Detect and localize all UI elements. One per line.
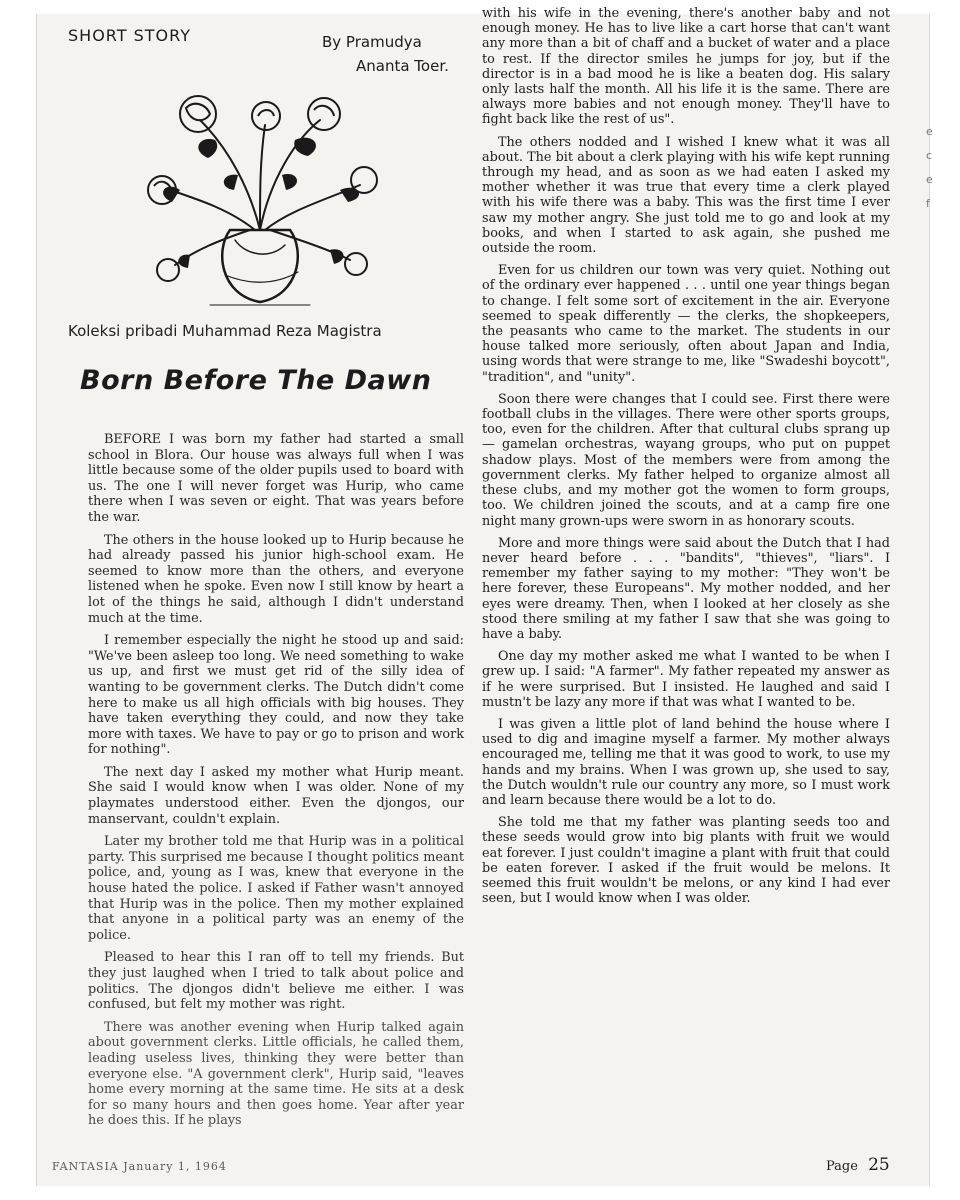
edge-mark: e bbox=[926, 125, 933, 138]
paragraph: There was another evening when Hurip talked again about government clerks. Little officials, he called them, leading useless lives, thinking they were better than everyone else. "A government clerk", Hurip said, "leaves home every morning at the same time. He sits at a desk for so many hours and then goes home. Year after year he does this. If he plays bbox=[88, 1019, 464, 1129]
page-label: Page bbox=[826, 1159, 858, 1174]
footer-publication: FANTASIA January 1, 1964 bbox=[52, 1160, 227, 1173]
paragraph: Soon there were changes that I could see. First there were football clubs in the villages. There were other sports groups, too, even for the children. After that cultural clubs sprang up — gamelan orchestras, wayang groups, who put on puppet shadow plays. Most of the members were from among the government clerks. My father helped to organize almost all these clubs, and my mother got the women to form groups, too. We children joined the scouts, and at a camp fire one night many grown-ups were sworn in as honorary scouts. bbox=[482, 391, 890, 529]
page-number: 25 bbox=[868, 1155, 890, 1175]
edge-mark: e bbox=[926, 173, 933, 186]
paragraph-continued: with his wife in the evening, there's another baby and not enough money. He has to live like a cart horse that can't want any more than a bit of chaff and a bucket of water and a place to rest. If the director smiles he jumps for joy, but if the director is in a bad mood he is like a beaten dog. His salary only lasts half the month. All his life it is the same. There are always more babies and not enough money. They'll have to fight back like the rest of us". bbox=[482, 6, 890, 128]
page-edge-marks bbox=[926, 120, 940, 216]
collection-watermark: Koleksi pribadi Muhammad Reza Magistra bbox=[68, 322, 382, 340]
story-title: Born Before The Dawn bbox=[80, 365, 432, 396]
edge-mark: f bbox=[926, 197, 930, 210]
paragraph: The next day I asked my mother what Hurip meant. She said I would know when I was older. None of my playmates understood either. Even the djongos, our manservant, couldn't explain. bbox=[88, 764, 464, 827]
byline-author-line-2: Ananta Toer. bbox=[356, 57, 449, 75]
paragraph: BEFORE I was born my father had started a small school in Blora. Our house was always full when I was little because some of the older pupils used to board with us. The one I will never forget was Hurip, who came there when I was seven or eight. That was years before the war. bbox=[88, 432, 464, 525]
paragraph: Later my brother told me that Hurip was in a political party. This surprised me because I thought politics meant police, and, young as I was, knew that everyone in the house hated the police. I asked if Father wasn't annoyed that Hurip was in the police. Then my mother explained that anyone in a political party was an enemy of the police. bbox=[88, 834, 464, 943]
paragraph: Even for us children our town was very quiet. Nothing out of the ordinary ever happened . . . until one year things began to change. I felt some sort of excitement in the air. Everyone seemed to speak differently — the clerks, the shopkeepers, the peasants who came to the market. The students in our house talked more seriously, often about Japan and India, using words that were strange to me, like "Swadeshi boycott", "tradition", and "unity". bbox=[482, 263, 890, 385]
byline-author-line-1: By Pramudya bbox=[322, 33, 422, 51]
edge-mark: c bbox=[926, 149, 933, 162]
paragraph: The others nodded and I wished I knew what it was all about. The bit about a clerk playing with his wife kept running through my head, and as soon as we had eaten I asked my mother whether it was true that every time a clerk played with his wife there was a baby. This was the first time I ever saw my mother angry. She just told me to go and look at my books, and when I started to ask again, she pushed me outside the room. bbox=[482, 134, 890, 257]
flower-vase-illustration bbox=[120, 80, 400, 320]
footer-page bbox=[826, 1155, 890, 1175]
section-tag: SHORT STORY bbox=[68, 26, 191, 45]
paragraph: I remember especially the night he stood up and said: "We've been asleep too long. We need something to wake us up, and first we must get rid of the silly idea of wanting to be government clerks. The Dutch didn't come here to make us all high officials with big houses. They have taken everything they could, and now they take more with taxes. We have to pay or go to prison and work for nothing". bbox=[88, 633, 464, 758]
left-text-column bbox=[88, 432, 464, 1136]
paragraph: One day my mother asked me what I wanted to be when I grew up. I said: "A farmer". My father repeated my answer as if he were surprised. But I insisted. He laughed and said I mustn't be lazy any more if that was what I wanted to be. bbox=[482, 649, 890, 710]
byline bbox=[322, 30, 449, 78]
paragraph: She told me that my father was planting seeds too and these seeds would grow into big plants with fruit we would eat forever. I just couldn't imagine a plant with fruit that could be eaten forever. I asked if the fruit would be melons. It seemed this fruit wouldn't be melons, or any kind I had ever seen, but I would know when I was older. bbox=[482, 815, 890, 907]
right-text-column bbox=[482, 6, 890, 913]
paragraph: Pleased to hear this I ran off to tell my friends. But they just laughed when I tried to talk about police and politics. The djongos didn't believe me either. I was confused, but felt my mother was right. bbox=[88, 950, 464, 1013]
paragraph: More and more things were said about the Dutch that I had never heard before . . . "bandits", "thieves", "liars". I remember my father saying to my mother: "They won't be here forever, these Europeans". My mother nodded, and her eyes were dreamy. Then, when I looked at her closely as she stood there smiling at my father I saw that she was going to have a baby. bbox=[482, 535, 890, 642]
paragraph: The others in the house looked up to Hurip because he had already passed his junior high-school exam. He seemed to know more than the others, and everyone listened when he spoke. Even now I still know by heart a lot of the things he said, although I didn't understand much at the time. bbox=[88, 532, 464, 626]
paragraph: I was given a little plot of land behind the house where I used to dig and imagine myself a farmer. My mother always encouraged me, telling me that it was good to work, to use my hands and my brains. When I was grown up, she used to say, the Dutch wouldn't rule our country any more, so I must work and learn because there would be a lot to do. bbox=[482, 716, 890, 808]
